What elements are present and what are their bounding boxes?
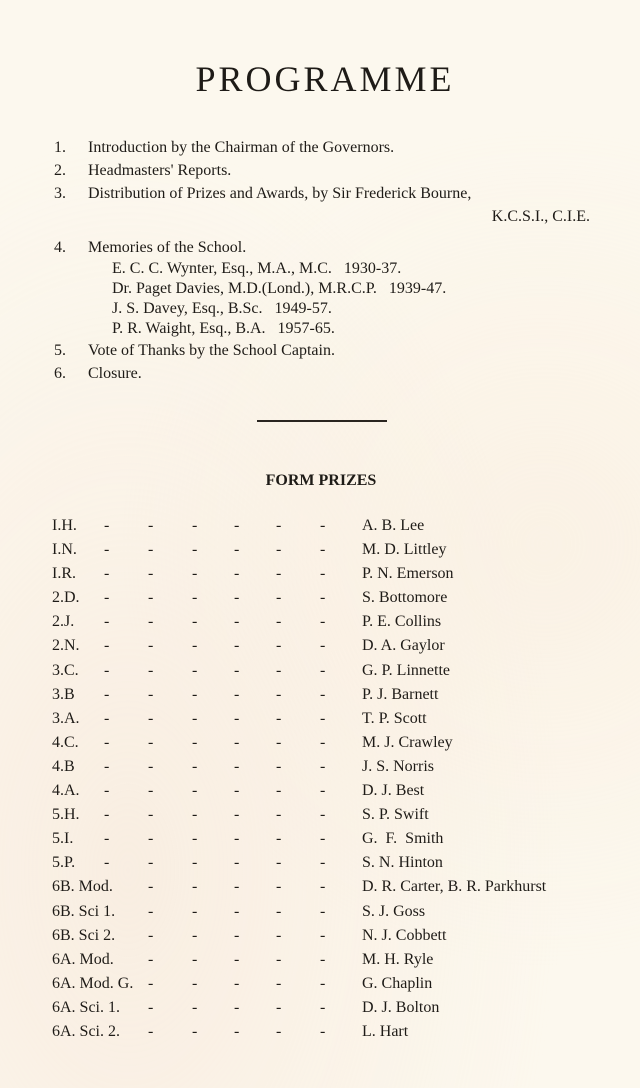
form-name: 6A. Mod. G.	[52, 974, 134, 992]
leader-dash: -	[148, 757, 154, 775]
form-prizes-heading: FORM PRIZES	[265, 472, 377, 489]
prize-row	[52, 951, 632, 975]
form-name: 5.P.	[52, 854, 76, 872]
prize-row	[52, 517, 632, 541]
form-name: 2.J.	[52, 613, 75, 631]
leader-dash: -	[320, 733, 326, 751]
prize-row	[52, 662, 632, 686]
prize-winner: D. R. Carter, B. R. Parkhurst	[362, 878, 547, 896]
leader-dash: -	[192, 854, 198, 872]
prize-row	[52, 903, 632, 927]
prize-winner: P. E. Collins	[362, 613, 442, 631]
prize-winner: S. N. Hinton	[362, 854, 443, 872]
form-name: 4.C.	[52, 733, 79, 751]
leader-dash: -	[276, 565, 282, 583]
leader-dash: -	[148, 974, 154, 992]
leader-dash: -	[148, 878, 154, 896]
leader-dash: -	[148, 782, 154, 800]
leader-dash: -	[320, 878, 326, 896]
memory-speaker: E. C. C. Wynter, Esq., M.A., M.C. 1930-37.	[112, 260, 402, 277]
leader-dash: -	[320, 709, 326, 727]
page-title: PROGRAMME	[195, 59, 455, 99]
leader-dash: -	[320, 685, 326, 703]
leader-dash: -	[320, 950, 326, 968]
prize-winner: M. D. Littley	[362, 541, 447, 559]
form-name: 4.B	[52, 757, 75, 775]
prize-row	[52, 806, 632, 830]
leader-dash: -	[276, 974, 282, 992]
item-text: Vote of Thanks by the School Captain.	[88, 342, 335, 359]
leader-dash: -	[148, 806, 154, 824]
leader-dash: -	[320, 661, 326, 679]
form-name: 4.A.	[52, 782, 80, 800]
leader-dash: -	[276, 998, 282, 1016]
prize-winner: D. J. Bolton	[362, 998, 440, 1016]
leader-dash: -	[104, 637, 110, 655]
leader-dash: -	[234, 685, 240, 703]
leader-dash: -	[234, 878, 240, 896]
form-name: 6A. Sci. 1.	[52, 998, 120, 1016]
memory-speaker: P. R. Waight, Esq., B.A. 1957-65.	[112, 320, 335, 337]
leader-dash: -	[234, 926, 240, 944]
leader-dash: -	[192, 613, 198, 631]
leader-dash: -	[148, 830, 154, 848]
leader-dash: -	[104, 613, 110, 631]
leader-dash: -	[148, 517, 154, 534]
leader-dash: -	[234, 517, 240, 534]
leader-dash: -	[276, 854, 282, 872]
leader-dash: -	[192, 806, 198, 824]
leader-dash: -	[320, 830, 326, 848]
leader-dash: -	[234, 830, 240, 848]
leader-dash: -	[276, 950, 282, 968]
leader-dash: -	[148, 733, 154, 751]
leader-dash: -	[276, 806, 282, 824]
leader-dash: -	[234, 998, 240, 1016]
leader-dash: -	[148, 541, 154, 559]
leader-dash: -	[104, 709, 110, 727]
leader-dash: -	[234, 589, 240, 607]
leader-dash: -	[192, 517, 198, 534]
leader-dash: -	[104, 541, 110, 559]
leader-dash: -	[320, 637, 326, 655]
prize-row	[52, 999, 632, 1023]
leader-dash: -	[148, 926, 154, 944]
prize-row	[52, 686, 632, 710]
leader-dash: -	[276, 926, 282, 944]
prize-winner: S. J. Goss	[362, 902, 426, 920]
form-name: 6A. Sci. 2.	[52, 1022, 120, 1040]
leader-dash: -	[234, 1022, 240, 1040]
leader-dash: -	[276, 637, 282, 655]
memory-speaker: Dr. Paget Davies, M.D.(Lond.), M.R.C.P. 1939-47.	[112, 280, 447, 297]
form-prizes-list	[52, 517, 632, 1047]
leader-dash: -	[104, 806, 110, 824]
leader-dash: -	[104, 517, 110, 534]
leader-dash: -	[192, 541, 198, 559]
leader-dash: -	[192, 1022, 198, 1040]
item-continuation: K.C.S.I., C.I.E.	[491, 208, 590, 225]
prize-row	[52, 927, 632, 951]
prize-winner: M. H. Ryle	[362, 950, 434, 968]
prize-winner: T. P. Scott	[362, 709, 427, 727]
prize-winner: S. Bottomore	[362, 589, 448, 607]
leader-dash: -	[148, 613, 154, 631]
leader-dash: -	[104, 782, 110, 800]
prize-row	[52, 637, 632, 661]
leader-dash: -	[192, 950, 198, 968]
leader-dash: -	[148, 589, 154, 607]
form-name: 3.A.	[52, 709, 80, 727]
prize-winner: P. N. Emerson	[362, 565, 454, 583]
programme-item-6	[54, 362, 614, 385]
leader-dash: -	[192, 637, 198, 655]
item-number: 2.	[54, 162, 66, 179]
leader-dash: -	[192, 709, 198, 727]
leader-dash: -	[192, 902, 198, 920]
leader-dash: -	[104, 661, 110, 679]
prize-winner: D. A. Gaylor	[362, 637, 445, 655]
leader-dash: -	[234, 950, 240, 968]
form-name: 2.N.	[52, 637, 80, 655]
leader-dash: -	[148, 854, 154, 872]
leader-dash: -	[148, 661, 154, 679]
leader-dash: -	[320, 782, 326, 800]
leader-dash: -	[276, 541, 282, 559]
form-name: 5.H.	[52, 806, 80, 824]
form-name: 6B. Mod.	[52, 878, 113, 896]
leader-dash: -	[192, 685, 198, 703]
form-name: 2.D.	[52, 589, 80, 607]
prize-winner: A. B. Lee	[362, 517, 425, 534]
item-text: Distribution of Prizes and Awards, by Sir Frederick Bourne,	[88, 185, 472, 202]
leader-dash: -	[234, 565, 240, 583]
leader-dash: -	[234, 974, 240, 992]
leader-dash: -	[104, 830, 110, 848]
leader-dash: -	[192, 733, 198, 751]
prize-row	[52, 782, 632, 806]
leader-dash: -	[234, 541, 240, 559]
leader-dash: -	[276, 1022, 282, 1040]
leader-dash: -	[192, 661, 198, 679]
prize-row	[52, 565, 632, 589]
prize-row	[52, 589, 632, 613]
leader-dash: -	[276, 757, 282, 775]
leader-dash: -	[276, 733, 282, 751]
programme-item-5	[54, 339, 614, 362]
form-name: I.N.	[52, 541, 77, 559]
leader-dash: -	[320, 1022, 326, 1040]
memory-speaker: J. S. Davey, Esq., B.Sc. 1949-57.	[112, 300, 332, 317]
form-name: 6B. Sci 2.	[52, 926, 116, 944]
item-text: Introduction by the Chairman of the Governors.	[88, 139, 395, 156]
item-number: 3.	[54, 185, 66, 202]
leader-dash: -	[148, 637, 154, 655]
leader-dash: -	[276, 589, 282, 607]
leader-dash: -	[104, 733, 110, 751]
leader-dash: -	[104, 565, 110, 583]
leader-dash: -	[192, 830, 198, 848]
leader-dash: -	[276, 613, 282, 631]
leader-dash: -	[320, 541, 326, 559]
leader-dash: -	[148, 902, 154, 920]
item-number: 4.	[54, 239, 66, 256]
leader-dash: -	[320, 757, 326, 775]
prize-winner: L. Hart	[362, 1022, 409, 1040]
prize-winner: P. J. Barnett	[362, 685, 439, 703]
leader-dash: -	[234, 709, 240, 727]
leader-dash: -	[276, 902, 282, 920]
prize-row	[52, 758, 632, 782]
leader-dash: -	[234, 733, 240, 751]
leader-dash: -	[148, 1022, 154, 1040]
leader-dash: -	[276, 685, 282, 703]
prize-row	[52, 1023, 632, 1047]
leader-dash: -	[192, 565, 198, 583]
prize-row	[52, 975, 632, 999]
leader-dash: -	[192, 782, 198, 800]
prize-row	[52, 878, 632, 902]
leader-dash: -	[192, 589, 198, 607]
leader-dash: -	[192, 974, 198, 992]
item-number: 1.	[54, 139, 66, 156]
leader-dash: -	[234, 854, 240, 872]
form-name: I.H.	[52, 517, 77, 534]
prize-row	[52, 830, 632, 854]
form-name: 5.I.	[52, 830, 74, 848]
leader-dash: -	[276, 661, 282, 679]
leader-dash: -	[148, 685, 154, 703]
leader-dash: -	[320, 806, 326, 824]
item-number: 5.	[54, 342, 66, 359]
programme-item-4	[54, 236, 614, 339]
leader-dash: -	[234, 613, 240, 631]
leader-dash: -	[234, 637, 240, 655]
form-name: 6B. Sci 1.	[52, 902, 116, 920]
leader-dash: -	[104, 589, 110, 607]
leader-dash: -	[234, 782, 240, 800]
leader-dash: -	[320, 926, 326, 944]
programme-list	[54, 136, 614, 385]
item-text: Headmasters' Reports.	[88, 162, 232, 179]
prize-winner: N. J. Cobbett	[362, 926, 447, 944]
leader-dash: -	[104, 685, 110, 703]
leader-dash: -	[104, 757, 110, 775]
leader-dash: -	[320, 517, 326, 534]
leader-dash: -	[276, 517, 282, 534]
section-divider	[257, 420, 387, 422]
prize-row	[52, 541, 632, 565]
leader-dash: -	[320, 902, 326, 920]
leader-dash: -	[276, 709, 282, 727]
prize-winner: G. Chaplin	[362, 974, 433, 992]
prize-winner: G. F. Smith	[362, 830, 444, 848]
leader-dash: -	[320, 854, 326, 872]
leader-dash: -	[320, 613, 326, 631]
form-name: I.R.	[52, 565, 76, 583]
leader-dash: -	[192, 926, 198, 944]
leader-dash: -	[234, 902, 240, 920]
leader-dash: -	[234, 661, 240, 679]
prize-winner: D. J. Best	[362, 782, 425, 800]
leader-dash: -	[104, 854, 110, 872]
form-name: 3.C.	[52, 661, 79, 679]
prize-row	[52, 710, 632, 734]
prize-winner: S. P. Swift	[362, 806, 429, 824]
item-number: 6.	[54, 365, 66, 382]
leader-dash: -	[192, 998, 198, 1016]
programme-item-3	[54, 182, 614, 205]
leader-dash: -	[192, 878, 198, 896]
form-name: 6A. Mod.	[52, 950, 114, 968]
programme-item-2	[54, 159, 614, 182]
leader-dash: -	[320, 589, 326, 607]
leader-dash: -	[234, 757, 240, 775]
prize-row	[52, 613, 632, 637]
programme-item-1	[54, 136, 614, 159]
leader-dash: -	[320, 998, 326, 1016]
prize-row	[52, 734, 632, 758]
prize-row	[52, 854, 632, 878]
leader-dash: -	[276, 878, 282, 896]
leader-dash: -	[320, 565, 326, 583]
prize-winner: G. P. Linnette	[362, 661, 450, 679]
leader-dash: -	[148, 950, 154, 968]
leader-dash: -	[148, 565, 154, 583]
leader-dash: -	[148, 709, 154, 727]
item-text: Closure.	[88, 365, 142, 382]
leader-dash: -	[192, 757, 198, 775]
item-text: Memories of the School.	[88, 239, 247, 256]
leader-dash: -	[276, 782, 282, 800]
leader-dash: -	[148, 998, 154, 1016]
leader-dash: -	[320, 974, 326, 992]
form-name: 3.B	[52, 685, 75, 703]
leader-dash: -	[234, 806, 240, 824]
prize-winner: M. J. Crawley	[362, 733, 453, 751]
leader-dash: -	[276, 830, 282, 848]
prize-winner: J. S. Norris	[362, 757, 435, 775]
